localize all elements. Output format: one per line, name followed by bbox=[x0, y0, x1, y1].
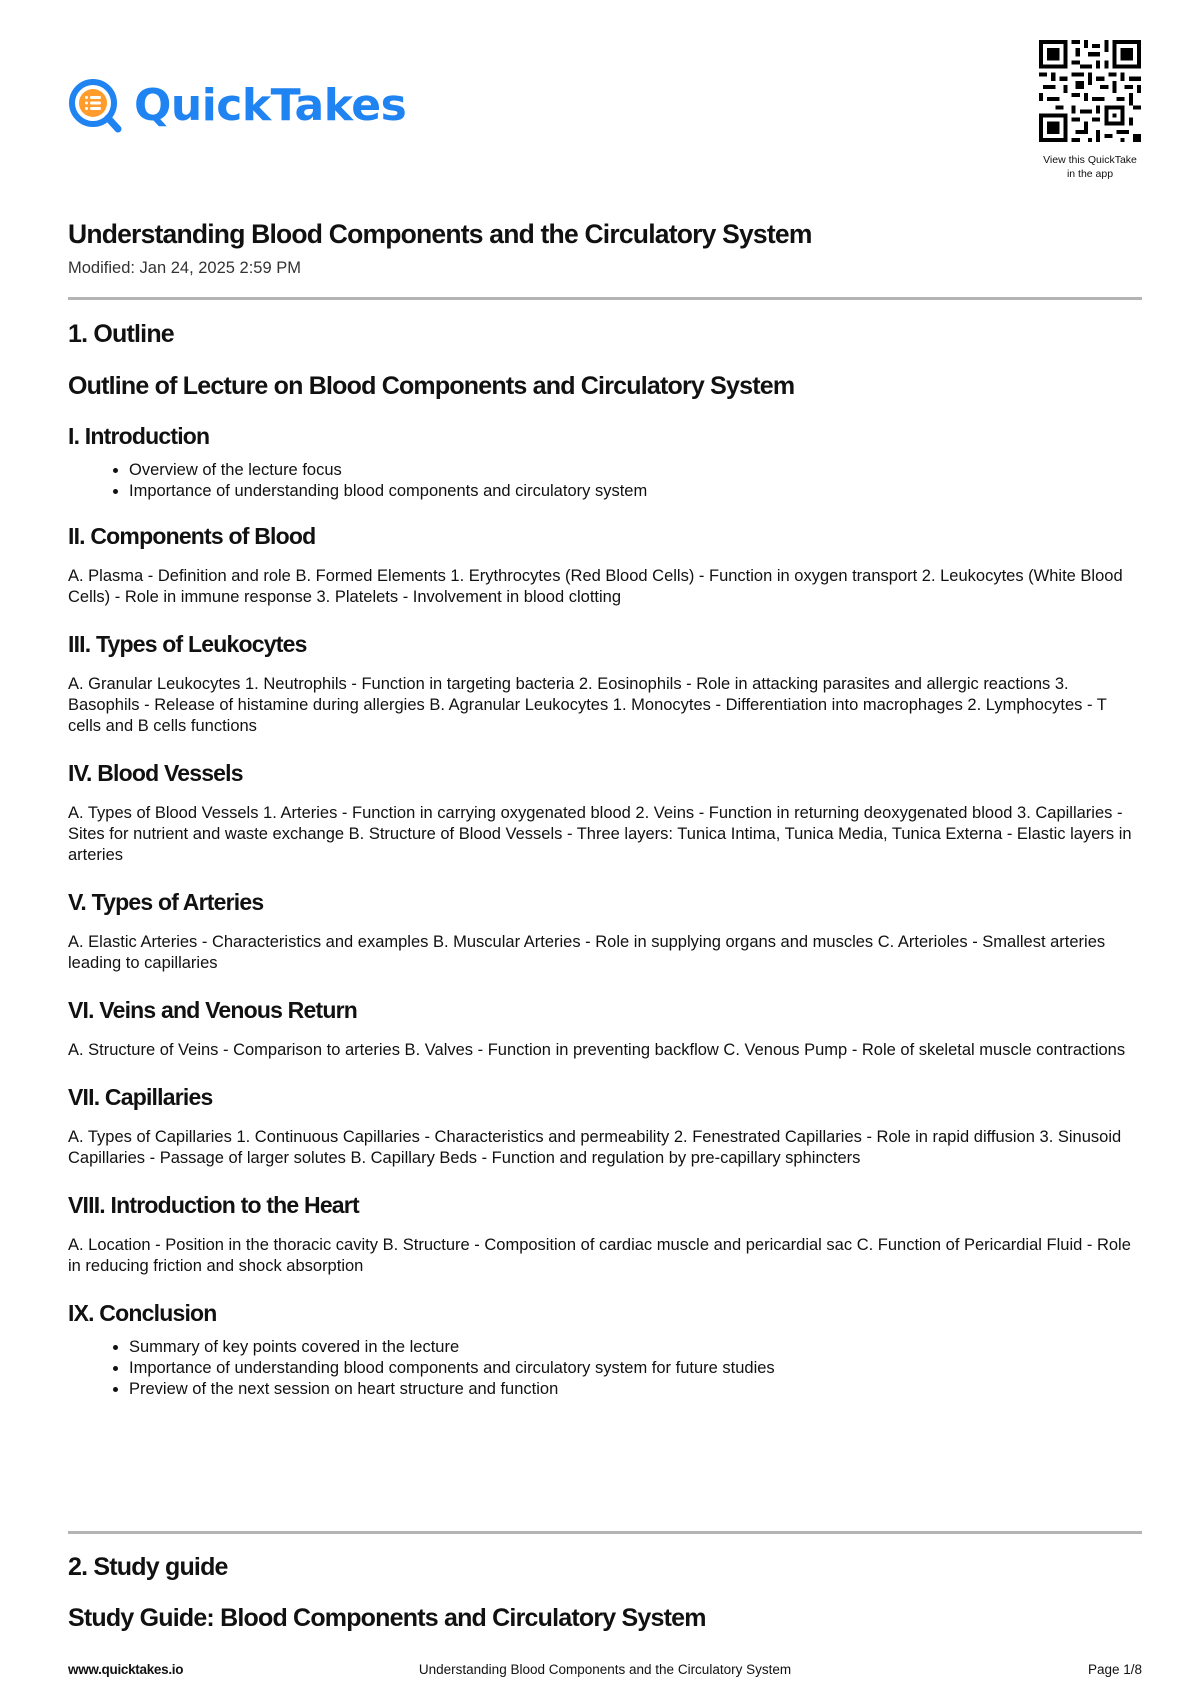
paragraph-veins: A. Structure of Veins - Comparison to arteries B. Valves - Function in preventing backflow C. Venous Pump - Role of skeletal muscle contractions bbox=[68, 1041, 1126, 1059]
paragraph-capillaries: A. Types of Capillaries 1. Continuous Capillaries - Characteristics and permeability 2. Fenestrated Capillaries - Role in rapid diffusion 3. Sinusoid Capillaries - Passage of larger solutes B. Capillary Beds - Function and regulation by pre-capillary sphincters bbox=[68, 1128, 1122, 1167]
heading-blood-vessels: IV. Blood Vessels bbox=[68, 760, 243, 786]
list-item: • Importance of understanding blood components and circulatory system for future studies bbox=[129, 1358, 1142, 1379]
footer-document-title: Understanding Blood Components and the Circulatory System bbox=[418, 1662, 792, 1677]
paragraph-blood-vessels: A. Types of Blood Vessels 1. Arteries - Function in carrying oxygenated blood 2. Veins - Function in returning deoxygenated blood 3. Capillaries - Sites for nutrient and waste exchange B. Structure of Blood Vessels - Three layers: Tunica Intima, Tunica Media, Tunica Externa - Elastic layers in arteries bbox=[68, 804, 1132, 864]
brand-name: QuickTakes bbox=[134, 80, 407, 131]
list-item: • Summary of key points covered in the lecture bbox=[129, 1337, 1142, 1358]
heading-heart: VIII. Introduction to the Heart bbox=[68, 1192, 359, 1218]
section-heading-outline: 1. Outline bbox=[68, 320, 174, 348]
divider bbox=[68, 1531, 1142, 1534]
modified-date: Modified: Jan 24, 2025 2:59 PM bbox=[68, 259, 301, 277]
paragraph-arteries: A. Elastic Arteries - Characteristics and examples B. Muscular Arteries - Role in supplying organs and muscles C. Arterioles - Smallest arteries leading to capillaries bbox=[68, 933, 1106, 972]
qr-caption-line1: View this QuickTake bbox=[1043, 154, 1137, 166]
heading-conclusion: IX. Conclusion bbox=[68, 1300, 217, 1326]
introduction-list bbox=[68, 460, 1142, 502]
paragraph-leukocytes: A. Granular Leukocytes 1. Neutrophils - Function in targeting bacteria 2. Eosinophils - Role in attacking parasites and allergic reactions 3. Basophils - Release of histamine during allergies B. Agranular Leukocytes 1. Monocytes - Differentiation into macrophages 2. Lymphocytes - T cells and B cells functions bbox=[68, 675, 1107, 735]
heading-leukocytes: III. Types of Leukocytes bbox=[68, 631, 307, 657]
conclusion-list bbox=[68, 1337, 1142, 1400]
outline-title: Outline of Lecture on Blood Components and Circulatory System bbox=[68, 372, 795, 400]
heading-capillaries: VII. Capillaries bbox=[68, 1084, 213, 1110]
magnifier-list-icon bbox=[68, 78, 124, 134]
qr-caption bbox=[1030, 153, 1150, 181]
qr-code-icon bbox=[1039, 40, 1141, 142]
list-item: • Preview of the next session on heart structure and function bbox=[129, 1379, 1142, 1400]
divider bbox=[68, 297, 1142, 300]
heading-introduction: I. Introduction bbox=[68, 423, 210, 449]
footer-website-link[interactable]: www.quicktakes.io bbox=[68, 1662, 184, 1677]
qr-caption-line2: in the app bbox=[1066, 168, 1114, 180]
paragraph-components: A. Plasma - Definition and role B. Formed Elements 1. Erythrocytes (Red Blood Cells) - Function in oxygen transport 2. Leukocytes (White Blood Cells) - Role in immune response 3. Platelets - Involvement in blood clotting bbox=[68, 567, 1123, 606]
heading-veins: VI. Veins and Venous Return bbox=[68, 997, 357, 1023]
document-title: Understanding Blood Components and the Circulatory System bbox=[68, 219, 812, 249]
list-item: • Importance of understanding blood components and circulatory system bbox=[129, 481, 1142, 502]
brand-header[interactable] bbox=[68, 78, 406, 134]
section-heading-study-guide: 2. Study guide bbox=[68, 1553, 228, 1581]
list-item: • Overview of the lecture focus bbox=[129, 460, 1142, 481]
document-content bbox=[68, 316, 1142, 1400]
study-guide-title: Study Guide: Blood Components and Circulatory System bbox=[68, 1604, 706, 1632]
paragraph-heart: A. Location - Position in the thoracic cavity B. Structure - Composition of cardiac muscle and pericardial sac C. Function of Pericardial Fluid - Role in reducing friction and shock absorption bbox=[68, 1236, 1131, 1275]
page-number: Page 1/8 bbox=[1087, 1662, 1142, 1677]
heading-arteries: V. Types of Arteries bbox=[68, 889, 264, 915]
heading-components: II. Components of Blood bbox=[68, 523, 316, 549]
qr-block[interactable] bbox=[1030, 40, 1150, 181]
